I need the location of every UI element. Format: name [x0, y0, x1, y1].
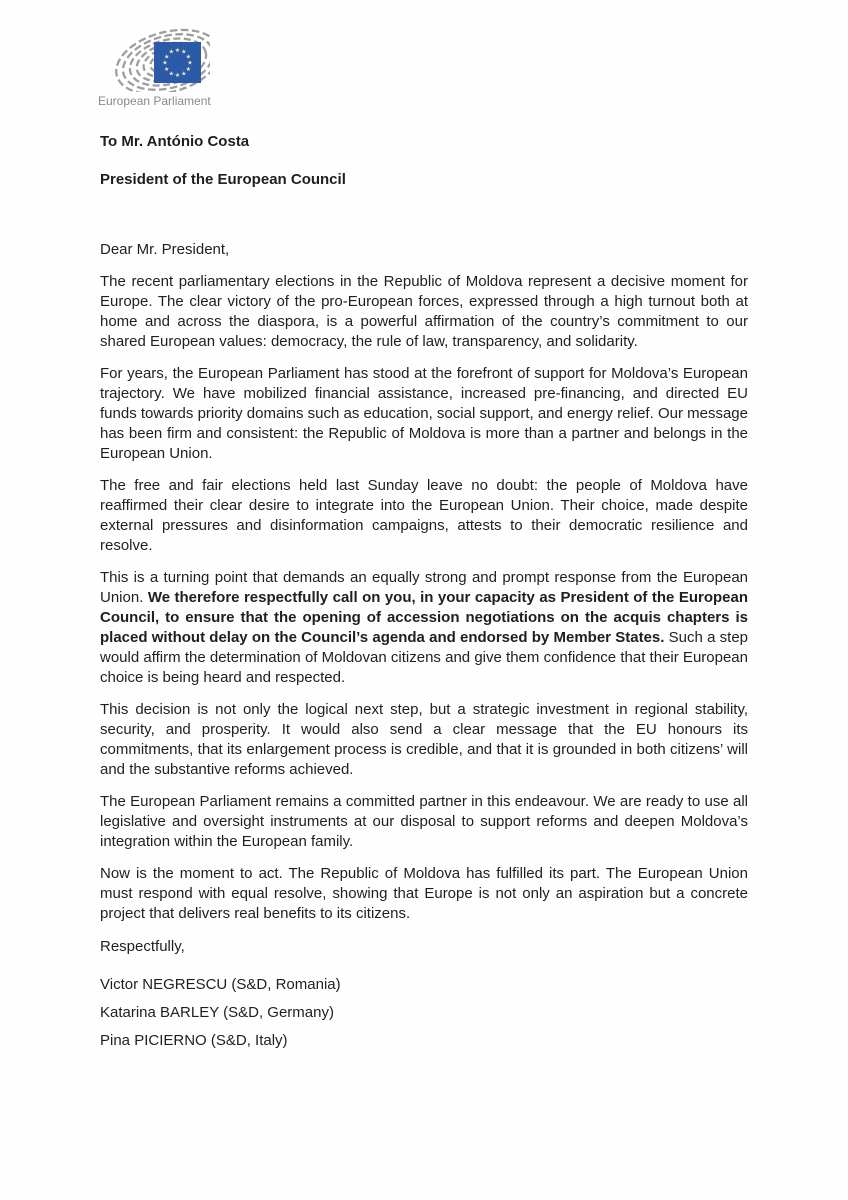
european-parliament-logo — [98, 16, 210, 108]
svg-text:★: ★ — [162, 59, 168, 67]
logo-label: European Parliament — [98, 94, 211, 108]
svg-text:★: ★ — [185, 53, 191, 61]
paragraph-7: Now is the moment to act. The Republic of Moldova has fulfilled its part. The European Union must respond with equal resolve, showing that Europe is not only an aspiration but a concrete project that delivers real benefits to its citizens. — [100, 865, 748, 922]
salutation: Dear Mr. President, — [100, 241, 230, 258]
svg-text:★: ★ — [181, 70, 187, 78]
closing: Respectfully, — [100, 938, 185, 955]
recipient-title: President of the European Council — [100, 171, 346, 188]
paragraph-1: The recent parliamentary elections in the Republic of Moldova represent a decisive moment for Europe. The clear victory of the pro-European forces, expressed through a high turnout both at home and across the diaspora, is a powerful affirmation of the country’s commitment to our shared European values: democracy, the rule of law, transparency, and solidarity. — [100, 273, 748, 350]
svg-text:★: ★ — [174, 72, 181, 79]
svg-text:★: ★ — [168, 48, 174, 56]
paragraph-4-emphasis: We therefore respectfully call on you, in your capacity as President of the European Council, to ensure that the opening of accession negotiations on the acquis chapters is placed without delay on the Council’s agenda and endorsed by Member States. — [100, 589, 748, 646]
signature-block — [100, 975, 748, 1051]
paragraph-6: The European Parliament remains a committed partner in this endeavour. We are ready to use all legislative and oversight instruments at our disposal to support reforms and deepen Moldova’s integration within the European family. — [100, 793, 748, 850]
svg-text:★: ★ — [164, 53, 170, 61]
paragraph-5: This decision is not only the logical next step, but a strategic investment in regional stability, security, and prosperity. It would also send a clear message that the EU honours its commitments, that its enlargement process is credible, and that it is grounded in both citizens’ will and the substantive reforms achieved. — [100, 701, 748, 778]
signatory: Katarina BARLEY (S&D, Germany) — [100, 1004, 334, 1021]
paragraph-2: For years, the European Parliament has stood at the forefront of support for Moldova’s European trajectory. We have mobilized financial assistance, increased pre-financing, and directed EU funds towards priority domains such as education, social support, and energy relief. Our message has been firm and consistent: the Republic of Moldova is more than a partner and belongs in the European Union. — [100, 365, 748, 462]
svg-text:★: ★ — [187, 59, 193, 67]
paragraph-4 — [100, 568, 748, 688]
svg-text:★: ★ — [174, 47, 181, 54]
svg-text:★: ★ — [181, 48, 187, 56]
paragraph-4-text: This is a turning point that demands an equally strong and prompt response from the European Union. — [100, 569, 748, 606]
signatory: Victor NEGRESCU (S&D, Romania) — [100, 976, 341, 993]
paragraph-4-text-end: Such a step would affirm the determination of Moldovan citizens and give them confidence that their European choice is being heard and respected. — [100, 629, 748, 686]
svg-text:★: ★ — [164, 65, 170, 73]
signatory: Pina PICIERNO (S&D, Italy) — [100, 1032, 288, 1049]
svg-text:★: ★ — [185, 65, 191, 73]
hemicycle-icon — [98, 16, 210, 92]
paragraph-3: The free and fair elections held last Sunday leave no doubt: the people of Moldova have reaffirmed their clear desire to integrate into the European Union. Their choice, made despite external pressures and disinformation campaigns, attests to their democratic resilience and resolve. — [100, 477, 748, 554]
recipient-name: To Mr. António Costa — [100, 133, 250, 150]
letter-body — [100, 132, 748, 1059]
eu-flag-icon — [154, 42, 201, 83]
svg-text:★: ★ — [168, 70, 174, 78]
